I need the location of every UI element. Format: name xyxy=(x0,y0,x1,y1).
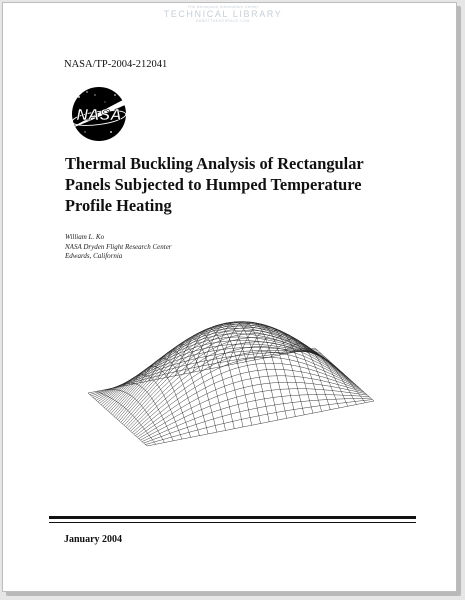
author-affiliation: NASA Dryden Flight Research Center xyxy=(65,242,172,251)
author-name: William L. Ko xyxy=(65,233,105,241)
document-title xyxy=(65,153,405,216)
watermark-top-text: The Aerospace Information Center xyxy=(187,4,259,9)
mesh-line xyxy=(315,348,374,401)
mesh-line xyxy=(202,323,261,424)
mesh-line xyxy=(88,393,147,446)
report-number: NASA/TP-2004-212041 xyxy=(64,59,168,70)
watermark-sub-text: ABBOTTAEROSPACE.COM xyxy=(196,19,250,23)
nasa-logo-icon xyxy=(65,85,133,143)
document-page xyxy=(2,2,457,592)
footer-rule-thin xyxy=(49,522,416,523)
title-line: Panels Subjected to Humped Temperature xyxy=(65,175,362,194)
buckled-panel-mesh-figure xyxy=(85,303,385,451)
watermark-main-text: TECHNICAL LIBRARY xyxy=(163,9,283,19)
author-block xyxy=(65,233,172,262)
mesh-line xyxy=(103,331,330,407)
mesh-line xyxy=(175,333,234,429)
mesh-line xyxy=(254,330,313,413)
author-location: Edwards, California xyxy=(65,252,123,260)
publication-date: January 2004 xyxy=(64,534,123,545)
watermark xyxy=(153,4,293,26)
title-line: Profile Heating xyxy=(65,196,172,215)
footer-rule-thick xyxy=(49,516,416,519)
title-line: Thermal Buckling Analysis of Rectangular xyxy=(65,154,364,173)
nasa-logo-text: NASA xyxy=(76,107,122,124)
mesh-line xyxy=(184,329,243,428)
mesh-line xyxy=(142,395,369,442)
